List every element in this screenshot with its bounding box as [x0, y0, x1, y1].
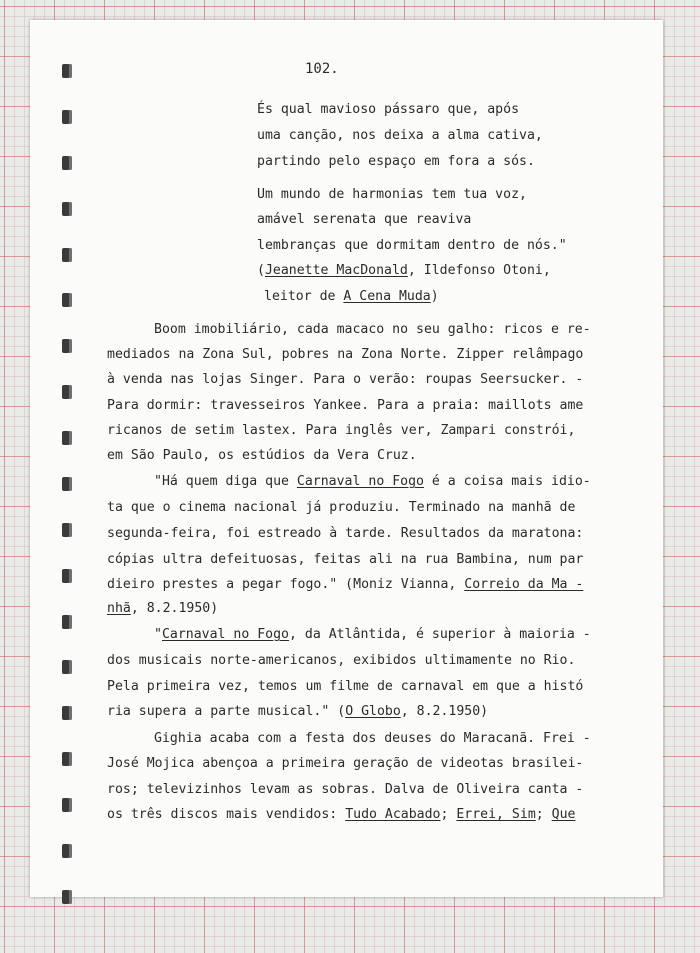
paragraph-line: mediados na Zona Sul, pobres na Zona Norte. Zipper relâmpago — [107, 347, 584, 362]
citation-line: leitor de A Cena Muda) — [264, 289, 439, 304]
paragraph-line: ta que o cinema nacional já produziu. Terminado na manhã de — [107, 500, 576, 515]
binding-ring — [62, 248, 72, 262]
paragraph-line: dos musicais norte-americanos, exibidos ultimamente no Rio. — [107, 653, 576, 668]
binding-ring — [62, 798, 72, 812]
paragraph-line: "Há quem diga que Carnaval no Fogo é a coisa mais idio- — [154, 474, 591, 489]
publication-title: O Globo — [345, 704, 401, 719]
paragraph-line: ria supera a parte musical." (O Globo, 8.2.1950) — [107, 704, 489, 719]
verse-line: És qual mavioso pássaro que, após — [257, 102, 520, 117]
verse-line: lembranças que dormitam dentro de nós." — [257, 238, 567, 253]
paragraph-line: cópias ultra defeituosas, feitas ali na rua Bambina, num par — [107, 552, 584, 567]
page-number: 102. — [305, 61, 339, 77]
binding-ring — [62, 110, 72, 124]
binding-ring — [62, 339, 72, 353]
song-title: Errei, Sim — [456, 807, 536, 822]
paragraph-line: nhã, 8.2.1950) — [107, 601, 219, 616]
binding-ring — [62, 385, 72, 399]
binding-ring — [62, 64, 72, 78]
paragraph-line: José Mojica abençoa a primeira geração de videotas brasilei- — [107, 756, 584, 771]
paragraph-line: Para dormir: travesseiros Yankee. Para a praia: maillots ame — [107, 398, 584, 413]
film-title: Carnaval no Fogo — [161, 627, 289, 642]
paragraph-line: dieiro prestes a pegar fogo." (Moniz Vianna, Correio da Ma - — [107, 577, 584, 592]
paragraph-line: Gighia acaba com a festa dos deuses do Maracanã. Frei - — [154, 731, 591, 746]
film-title: Carnaval no Fogo — [296, 474, 424, 489]
binding-ring — [62, 293, 72, 307]
paragraph-line: Boom imobiliário, cada macaco no seu galho: ricos e re- — [154, 322, 591, 337]
binding-ring — [62, 615, 72, 629]
binding-ring — [62, 523, 72, 537]
spiral-binding — [62, 64, 74, 904]
paragraph-line: os três discos mais vendidos: Tudo Acabado; Errei, Sim; Que — [107, 807, 576, 822]
publication-title: Correio da Ma - — [464, 577, 584, 592]
binding-ring — [62, 660, 72, 674]
binding-ring — [62, 569, 72, 583]
publication-title: A Cena Muda — [343, 289, 431, 304]
song-title: Tudo Acabado — [345, 807, 441, 822]
verse-line: uma canção, nos deixa a alma cativa, — [257, 128, 543, 143]
verse-line: Um mundo de harmonias tem tua voz, — [257, 187, 527, 202]
paragraph-line: à venda nas lojas Singer. Para o verão: roupas Seersucker. - — [107, 372, 584, 387]
binding-ring — [62, 477, 72, 491]
binding-ring — [62, 752, 72, 766]
paragraph-line: "Carnaval no Fogo, da Atlântida, é superior à maioria - — [154, 627, 591, 642]
binding-ring — [62, 890, 72, 904]
citation-line: (Jeanette MacDonald, Ildefonso Otoni, — [257, 263, 551, 278]
publication-title: nhã — [107, 601, 131, 616]
binding-ring — [62, 706, 72, 720]
binding-ring — [62, 202, 72, 216]
paragraph-line: Pela primeira vez, temos um filme de carnaval em que a histó — [107, 679, 584, 694]
verse-line: partindo pelo espaço em fora a sós. — [257, 154, 535, 169]
binding-ring — [62, 431, 72, 445]
paragraph-line: ros; televizinhos levam as sobras. Dalva de Oliveira canta - — [107, 782, 584, 797]
binding-ring — [62, 844, 72, 858]
author-name: Jeanette MacDonald — [264, 263, 408, 278]
paragraph-line: segunda-feira, foi estreado à tarde. Resultados da maratona: — [107, 526, 584, 541]
song-title: Que — [551, 807, 576, 822]
verse-line: amável serenata que reaviva — [257, 212, 472, 227]
paragraph-line: ricanos de setim lastex. Para inglês ver, Zampari constrói, — [107, 423, 576, 438]
paragraph-line: em São Paulo, os estúdios da Vera Cruz. — [107, 448, 417, 463]
binding-ring — [62, 156, 72, 170]
